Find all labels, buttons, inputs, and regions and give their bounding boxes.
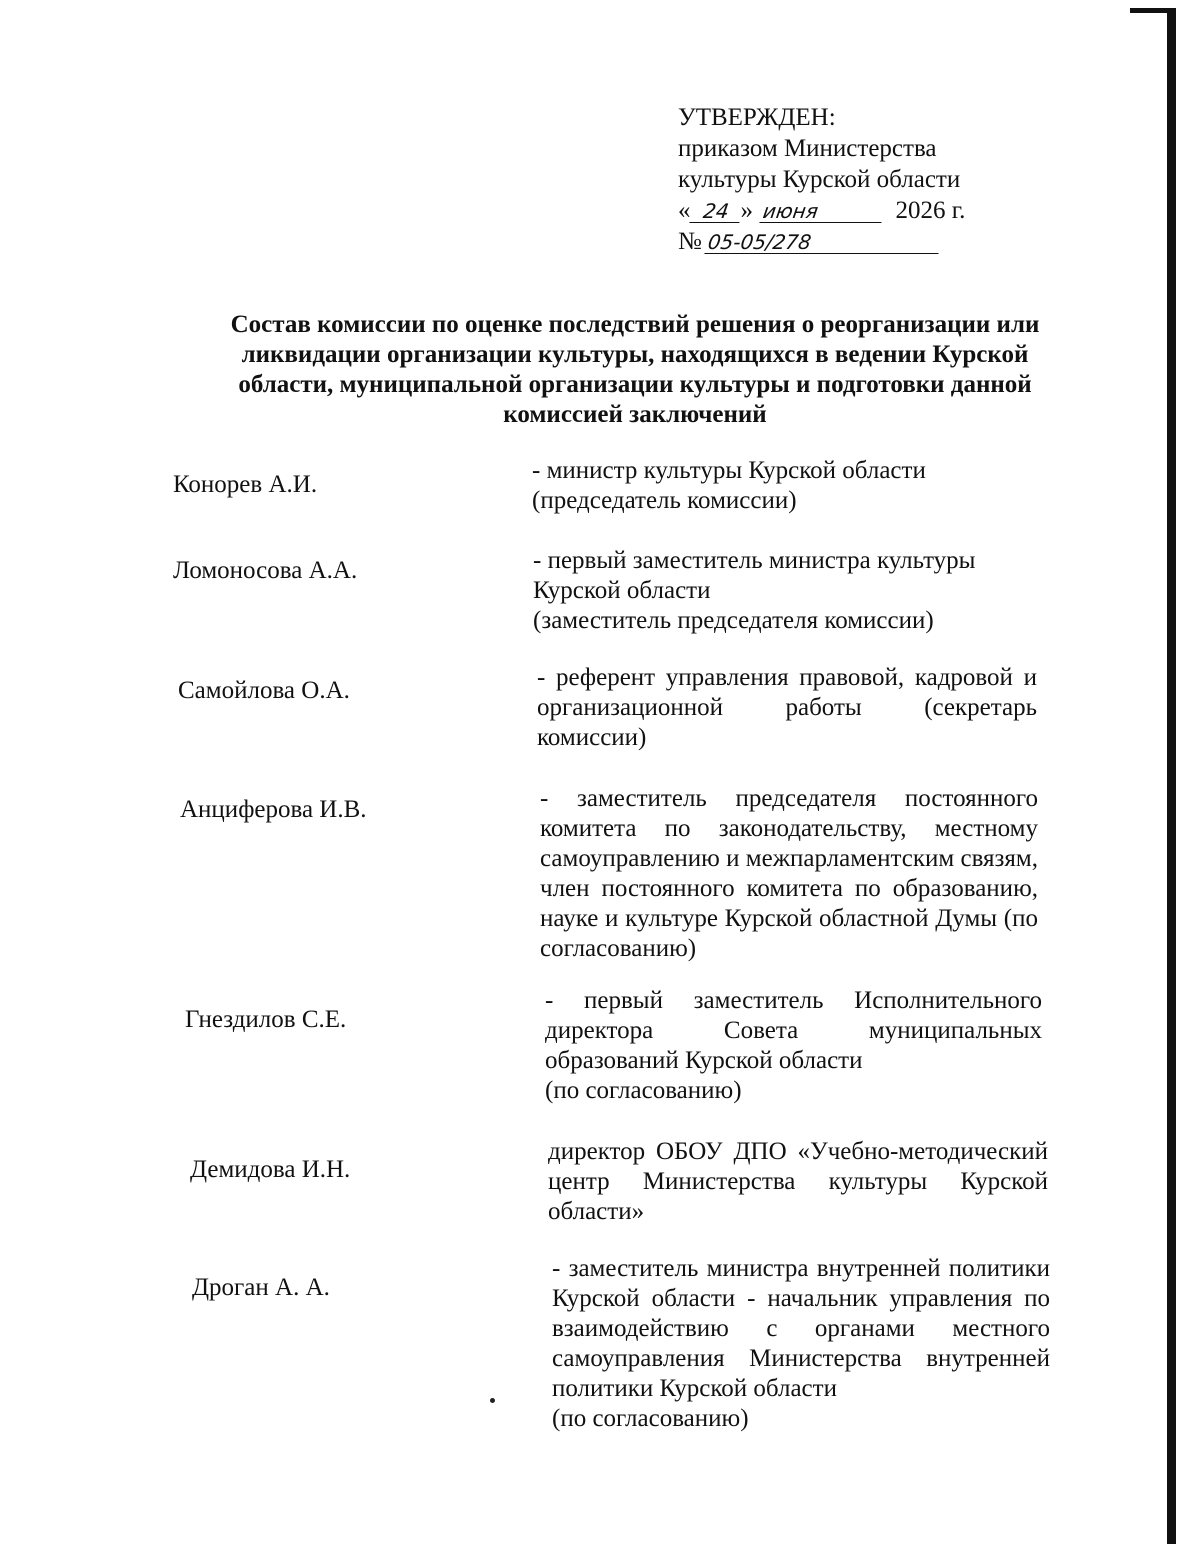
- approval-line-2: культуры Курской области: [678, 166, 961, 193]
- member-role: директор ОБОУ ДПО «Учебно-методический центр Министерства культуры Курской области»: [548, 1138, 1048, 1225]
- date-year: 2026 г.: [895, 197, 966, 224]
- member-name: Демидова И.Н.: [190, 1156, 351, 1183]
- member-role: - первый заместитель министра культуры Курской области (заместитель председателя комиссии): [533, 547, 976, 634]
- member-name: Анциферова И.В.: [180, 796, 367, 823]
- number-prefix: №: [678, 228, 702, 255]
- approval-block: [678, 102, 965, 257]
- date-day: 24: [689, 200, 742, 223]
- date-close-quote: »: [740, 197, 753, 224]
- member-name: Ломоносова А.А.: [173, 557, 358, 584]
- member-role: - заместитель министра внутренней политики Курской области - начальник управления по взаимодействию с органами местного самоуправления Министерства внутренней политики Курской области (по согласованию): [552, 1255, 1050, 1432]
- approval-heading: УТВЕРЖДЕН:: [678, 104, 836, 131]
- document-title: Состав комиссии по оценке последствий решения о реорганизации или ликвидации организации культуры, находящихся в ведении Курской области, муниципальной организации культуры и подготовки данной комиссией заключений: [230, 311, 1040, 428]
- member-role: - первый заместитель Исполнительного директора Совета муниципальных образований Курской области (по согласованию): [545, 987, 1042, 1104]
- approval-number: [678, 226, 965, 257]
- approval-line-1: приказом Министерства: [678, 135, 937, 162]
- date-open-quote: «: [678, 197, 691, 224]
- scan-edge: [1167, 8, 1176, 1544]
- member-name: Самойлова О.А.: [178, 677, 350, 704]
- member-role: - референт управления правовой, кадровой и организационной работы (секретарь комиссии): [537, 664, 1037, 751]
- member-name: Дроган А. А.: [192, 1274, 330, 1301]
- member-role: - министр культуры Курской области (председатель комиссии): [532, 457, 926, 514]
- approval-date: [678, 195, 965, 226]
- member-name: Гнездилов С.Е.: [185, 1006, 347, 1033]
- member-role: - заместитель председателя постоянного комитета по законодательству, местному самоуправлению и межпарламентским связям, член постоянного комитета по образованию, науке и культуре Курской областной Думы (по согласованию): [540, 785, 1038, 962]
- scan-speck: [490, 1398, 495, 1403]
- order-number: 05-05/278: [704, 231, 941, 254]
- member-name: Конорев А.И.: [173, 471, 318, 498]
- scan-edge-top: [1130, 8, 1176, 13]
- date-month: июня: [760, 200, 885, 223]
